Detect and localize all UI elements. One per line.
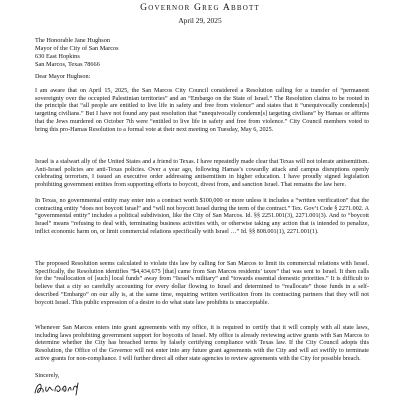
recipient-city: San Marcos, Texas 78666 bbox=[35, 61, 100, 68]
recipient-street: 630 East Hopkins bbox=[35, 53, 80, 60]
paragraph-israel-ally: Israel is a stalwart ally of the United States and a friend to Texas. I have repeatedly made clear that Texas will not tolerate antisemitism. Anti-Israel policies are anti-Texas policies. Over a year ago, following Hamas’s cowardly attack and campus disruptions openly celebrating terrorism, I issued an executive order addressing antisemitism in higher education. I have proudly signed legislation prohibiting government entities from supporting efforts to boycott, divest from, and sanction Israel. That remains the law here. bbox=[35, 159, 369, 189]
paragraph-grant-agreements: Whenever San Marcos enters into grant agreements with my office, it is required to certify that it will comply with all state laws, including laws prohibiting government support for boycotts of Israel. My office is already reviewing active grants with San Marcos to determine whether the City has breached terms by falsely certifying compliance with Texas law. If the City Council adopts this Resolution, the Office of the Governor will not enter into any future grant agreements with the City and will act swiftly to terminate active grants for non-compliance. I will further direct all other state agencies to review agreements with the City for possible breach. bbox=[35, 325, 369, 362]
closing: Sincerely, bbox=[35, 373, 60, 379]
recipient-address bbox=[35, 37, 369, 69]
paragraph-texas-law: In Texas, no governmental entity may enter into a contract worth $100,000 or more unless it includes a “written verification” that the contracting entity “does not boycott Israel” and “will not boycott Israel during the term of the contract.” Tex. Gov’t Code § 2271.002. A “governmental entity” includes a political subdivision, like the City of San Marcos. Id. §§ 2251.001(3), 2271.001(3). And to “boycott Israel” means “refusing to deal with, terminating business activities with, or otherwise taking any action that is intended to penalize, inflict economic harm on, or limit commercial relations specifically with Israel …” Id. §§ 808.001(1), 2271.001(1). bbox=[35, 198, 369, 235]
letter-date: April 29, 2025 bbox=[178, 16, 222, 25]
paragraph-resolution: I am aware that on April 15, 2025, the San Marcos City Council considered a Resolution calling for a transfer of “permanent sovereignty over the occupied Palestinian territories” and an “Embargo on the State of Israel.” The Resolution claims to be rooted in the principle that “all people are entitled to live life in safety and free from violence” and states that it “unequivocally condemn[s] targeting civilians.” But I have not found any past resolution that “unequivocally condemn[s] targeting civilians” by Hamas or affirms that the Jews murdered on October 7th were “entitled to live life in safety and free from violence.” City Council members voted to bring this pro-Hamas Resolution to a formal vote at their next meeting on Tuesday, May 6, 2025. bbox=[35, 88, 369, 133]
recipient-name: The Honorable Jane Hughson bbox=[35, 37, 111, 44]
signature-scribble bbox=[33, 379, 83, 397]
paragraph-proposed-resolution: The proposed Resolution seems calculated to violate this law by calling for San Marcos to limit its commercial relations with Israel. Specifically, the Resolution identifies “$4,434,675 [that] came from San Marcos residents’ taxes” that was sent to Israel. It then calls for the “reallocation of [such] local funds” away from “Israel’s military” and “towards essential domestic priorities.” It is difficult to believe that a city so carefully accounting for every dollar flowing to Israel and determined to “reallocate” those funds in a self-described “Embargo” on our ally is, at the same time, requiring written verification from its contracting partners that they will not boycott Israel. This public expression of a desire to do what state law prohibits is unacceptable. bbox=[35, 261, 369, 306]
recipient-title: Mayor of the City of San Marcos bbox=[35, 45, 119, 52]
signature-image bbox=[33, 379, 83, 397]
salutation: Dear Mayor Hughson: bbox=[35, 74, 91, 80]
letterhead-title: Governor Greg Abbott bbox=[140, 2, 260, 13]
